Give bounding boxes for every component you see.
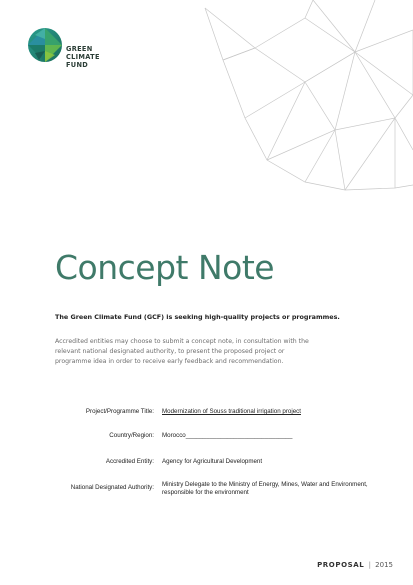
page-title: Concept Note (55, 248, 275, 287)
intro-line: programme idea in order to receive early feedback and recommendation. (55, 358, 284, 365)
footer-separator: | (368, 561, 371, 569)
project-title-value: Modernization of Souss traditional irrigation project (162, 408, 301, 415)
field-label: Accredited Entity: (105, 458, 154, 465)
footer-year: 2015 (375, 561, 393, 569)
logo-line-1: GREEN (66, 45, 93, 53)
gcf-globe-icon (27, 27, 63, 63)
field-label: Country/Region: (109, 432, 154, 439)
field-label: Project/Programme Title: (85, 408, 154, 415)
gcf-wordmark (66, 45, 100, 69)
intro-paragraph (55, 337, 355, 367)
lead-statement: The Green Climate Fund (GCF) is seeking high-quality projects or programmes. (55, 313, 340, 321)
country-value: Morocco_______________________________ (162, 432, 293, 439)
footer-proposal-label: PROPOSAL (317, 561, 365, 569)
accredited-entity-value: Agency for Agricultural Development (162, 458, 263, 465)
logo-line-2: CLIMATE (66, 53, 100, 61)
geodesic-decoration (195, 0, 413, 200)
nda-value: Ministry Delegate to the Ministry of Energy, Mines, Water and Environment, responsible for the environment (162, 481, 368, 496)
footer-proposal-year (317, 561, 393, 569)
field-label: National Designated Authority: (70, 484, 154, 491)
gcf-logo (27, 27, 117, 77)
logo-line-3: FUND (66, 61, 89, 69)
intro-line: relevant national designated authority, to present the proposed project or (55, 348, 285, 355)
intro-line: Accredited entities may choose to submit a concept note, in consultation with the (55, 338, 309, 345)
